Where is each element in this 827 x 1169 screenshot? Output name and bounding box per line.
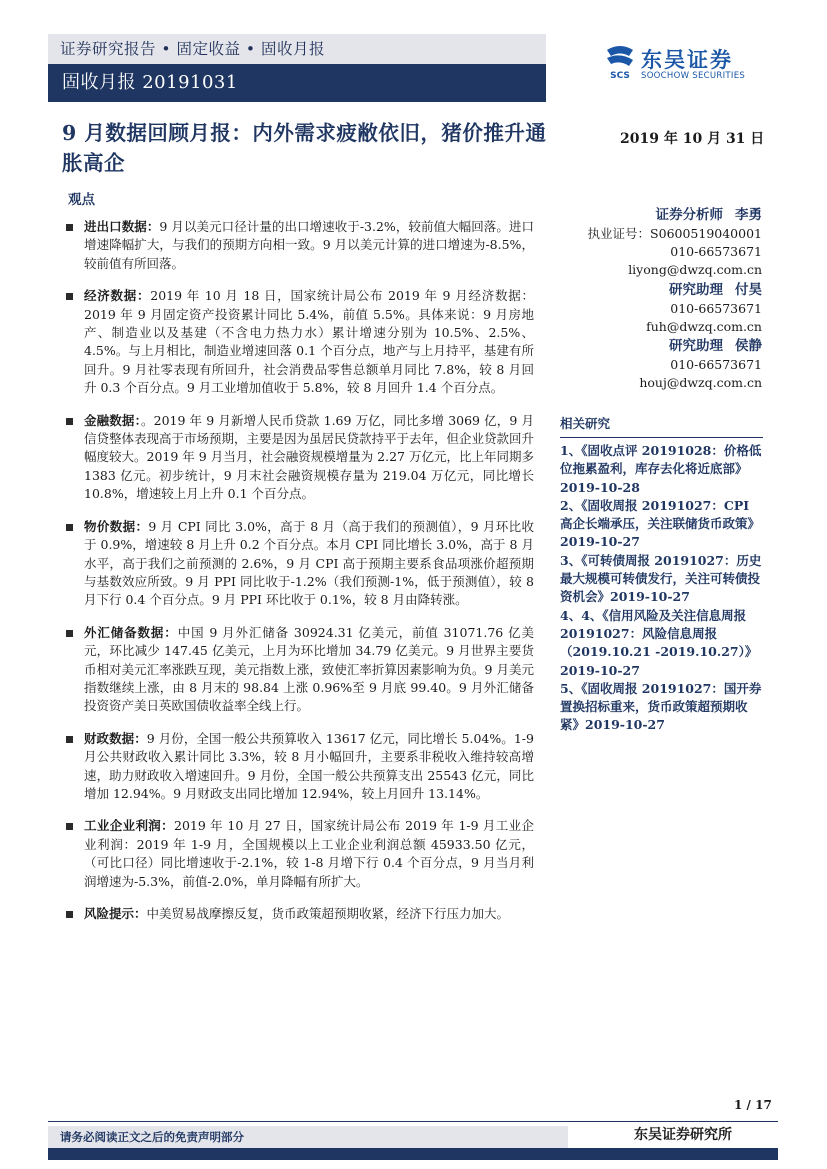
report-category: 证券研究报告 • 固定收益 • 固收月报: [48, 34, 546, 64]
bullet-industrial-profit: [66, 817, 534, 891]
analyst-license: 执业证号：S0600519040001: [587, 226, 762, 241]
assistant-phone: 010-66573671: [670, 300, 762, 316]
footer-band: [48, 1148, 778, 1160]
analyst-block: [582, 205, 762, 392]
bullet-label: 工业企业利润：: [84, 818, 175, 834]
related-research-heading: 相关研究: [560, 414, 763, 438]
logo-name-en: SOOCHOW SECURITIES: [641, 71, 746, 81]
bullet-square-icon: [66, 293, 73, 300]
bullet-square-icon: [66, 418, 73, 425]
bullet-label: 经济数据：: [84, 288, 151, 304]
viewpoint-bullets: [66, 218, 534, 923]
company-logo: [603, 44, 778, 84]
logo-mark-text: SCS: [610, 71, 630, 81]
related-research-item[interactable]: 1、《固收点评 20191028：价格低位拖累盈利，库存去化将近底部》2019-10-28: [560, 443, 762, 495]
bullet-text: 。2019 年 9 月新增人民币贷款 1.69 万亿，同比多增 3069 亿，9 月信贷整体表现高于市场预期，主要是因为虽居民贷款持平于去年，但企业贷款回升幅度较大。2019 年 9 月当月，社会融资规模增量为 2.27 万亿元，比上年同期多 1383 亿元。初步统计，9 月末社会融资规模存量为 219.04 万亿元，同比增长 10.8%，增速较上月上升 0.1 个百分点。: [84, 412, 535, 502]
bullet-label: 物价数据：: [84, 518, 149, 534]
related-research-item[interactable]: 3、《可转债周报 20191027：历史最大规模可转债发行，关注可转债投资机会》2019-10-27: [560, 552, 762, 605]
analyst-email[interactable]: liyong@dwzq.com.cn: [628, 262, 762, 278]
bullet-label: 财政数据：: [84, 730, 147, 746]
logo-name-cn: 东吴证券: [641, 48, 733, 72]
assistant-name: 侯静: [735, 338, 762, 355]
footer-divider: [48, 1121, 778, 1122]
bullet-risk: [66, 905, 534, 923]
soochow-logo-icon: [603, 44, 637, 82]
bullet-economy: [66, 287, 534, 397]
footer-organization: 东吴证券研究所: [634, 1127, 732, 1143]
assistant-role-title: 研究助理: [669, 281, 723, 298]
analyst-phone: 010-66573671: [670, 244, 762, 260]
report-title: 9 月数据回顾月报：内外需求疲敝依旧，猪价推升通胀高企: [62, 121, 547, 175]
bullet-label: 进出口数据：: [84, 219, 160, 234]
section-label-viewpoint: 观点: [68, 192, 95, 208]
bullet-fiscal: [66, 730, 534, 804]
bullet-label: 金融数据：: [84, 412, 141, 428]
footer-disclaimer: 请务必阅读正文之后的免责声明部分: [48, 1126, 568, 1148]
report-date: 2019 年 10 月 31 日: [620, 131, 765, 147]
bullet-square-icon: [66, 823, 73, 830]
bullet-text: 2019 年 10 月 27 日，国家统计局公布 2019 年 1-9 月工业企业利润：2019 年 1-9 月，全国规模以上工业企业利润总额 45933.50 亿元，（可比口径）同比增速收于-2.1%，较 1-8 月增下行 0.4 个百分点，9 月当月利润增速为-5.3%，前值-2.0%，单月降幅有所扩大。: [84, 818, 534, 889]
assistant-role: [582, 280, 762, 300]
assistant-phone: 010-66573671: [670, 357, 762, 373]
assistant-role: [582, 336, 762, 356]
bullet-label: 风险提示：: [84, 906, 147, 921]
assistant-role-title: 研究助理: [669, 338, 723, 355]
related-research-list: [560, 442, 765, 735]
related-research-item[interactable]: 2、《固收周报 20191027：CPI 高企长端承压，关注联储货币政策》2019-10-27: [560, 497, 761, 550]
related-research-item[interactable]: 4、4、《信用风险及关注信息周报 20191027：风险信息周报（2019.10.21 -2019.10.27）》2019-10-27: [560, 607, 758, 678]
analyst-role-title: 证券分析师: [655, 207, 723, 223]
bullet-text: 9 月以美元口径计量的出口增速收于-3.2%，较前值大幅回落。进口增速降幅扩大，与我们的预期方向相一致。9 月以美元计算的进口增速为-8.5%，较前值有所回落。: [84, 219, 534, 271]
page-number: 1 / 17: [734, 1098, 772, 1112]
bullet-text: 中美贸易战摩擦反复，货币政策超预期收紧，经济下行压力加大。: [146, 906, 510, 921]
assistant-email[interactable]: houj@dwzq.com.cn: [639, 375, 762, 391]
bullet-trade: [66, 218, 534, 273]
related-research-item[interactable]: 5、《固收周报 20191027：国开券置换招标重来，货币政策超预期收紧》2019-10-27: [560, 680, 762, 733]
analyst-role: [582, 205, 762, 225]
bullet-label: 外汇储备数据：: [84, 624, 178, 640]
bullet-text: 中国 9 月外汇储备 30924.31 亿美元，前值 31071.76 亿美元，环比减少 147.45 亿美元，上月为环比增加 34.79 亿美元。9 月世界主要货币相对美元汇率涨跌互现，美元指数上涨，致使汇率折算因素影响为负。9 月美元指数继续上涨，由 8 月末的 98.84 上涨 0.96%至 9 月底 99.40。9 月外汇储备投资资产美日英欧国债收益率全线上行。: [84, 624, 534, 714]
bullet-text: 2019 年 10 月 18 日，国家统计局公布 2019 年 9 月经济数据：2019 年 9 月固定资产投资累计同比 5.4%，前值 5.5%。具体来说：9 月房地产、制造业以及基建（不含电力热力水）累计增速分别为 10.5%、2.5%、4.5%。与上月相比，制造业增速回落 0.1 个百分点，地产与上月持平，基建有所回升。9 月社零表现有所回升，社会消费品零售总额单月同比 7.8%，较 8 月回升 0.3 个百分点。9 月工业增加值收于 5.8%，较 8 月回升 1.4 个百分点。: [84, 288, 534, 396]
assistant-email[interactable]: fuh@dwzq.com.cn: [646, 318, 762, 334]
bullet-square-icon: [66, 911, 73, 918]
assistant-name: 付昊: [735, 281, 762, 298]
analyst-name: 李勇: [735, 207, 762, 223]
bullet-text: 9 月份，全国一般公共预算收入 13617 亿元，同比增长 5.04%。1-9 月公共财政收入累计同比 3.3%，较 8 月小幅回升，主要系非税收入维持较高增速，助力财政收入增速回升。9 月份，全国一般公共预算支出 25543 亿元，同比增加 12.94%。9 月财政支出同比增加 12.94%，较上月回升 13.14%。: [84, 730, 534, 801]
bullet-square-icon: [66, 524, 73, 531]
bullet-square-icon: [66, 224, 73, 231]
bullet-fx-reserves: [66, 624, 534, 716]
bullet-square-icon: [66, 736, 73, 743]
bullet-prices: [66, 518, 534, 610]
bullet-text: 9 月 CPI 同比 3.0%，高于 8 月（高于我们的预测值），9 月环比收于 0.9%，增速较 8 月上升 0.2 个百分点。本月 CPI 同比增长 3.0%，高于 8 月水平，高于我们之前预测的 2.6%，9 月 CPI 高于预期主要系食品项涨价超预期与基数效应所致。9 月 PPI 同比收于-1.2%（我们预测-1%，低于预测值），较 8 月下行 0.4 个百分点。9 月 PPI 环比收于 0.1%，较 8 月由降转涨。: [84, 518, 534, 608]
report-id-banner: 固收月报 20191031: [48, 64, 546, 102]
bullet-finance: [66, 412, 534, 504]
bullet-square-icon: [66, 630, 73, 637]
